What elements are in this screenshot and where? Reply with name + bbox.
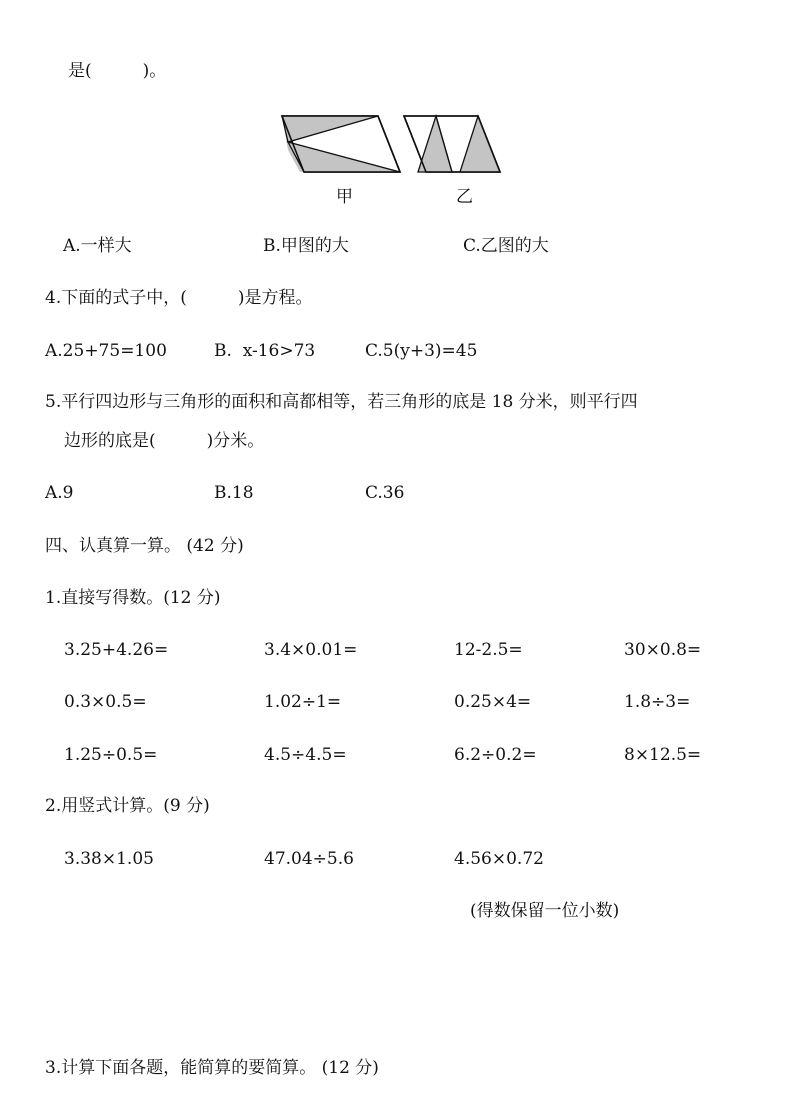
calc-item: 3.25+4.26=: [64, 640, 169, 660]
q4-option-b: B. x-16>73: [214, 341, 316, 361]
calc-item: 1.8÷3=: [624, 692, 691, 712]
parallelogram-jia: [282, 116, 400, 172]
part2-title: 2.用竖式计算。(9 分): [45, 796, 210, 816]
parallelogram-yi: [404, 116, 500, 172]
calc-item: 30×0.8=: [624, 640, 702, 660]
figure-label-jia: 甲: [336, 187, 353, 207]
calc-item: 0.3×0.5=: [64, 692, 147, 712]
calc-item: 4.5÷4.5=: [264, 745, 347, 765]
parallelogram-diagram: [278, 110, 508, 210]
figure-label-yi: 乙: [456, 187, 473, 207]
calc-item: 6.2÷0.2=: [454, 745, 537, 765]
section-title: 四、认真算一算。 (42 分): [45, 536, 244, 556]
option-c: C.乙图的大: [463, 236, 549, 256]
question-stem-end: 是( )。: [68, 61, 167, 81]
vertical-calc-item: 3.38×1.05: [64, 849, 154, 869]
part1-title: 1.直接写得数。(12 分): [45, 588, 221, 608]
q4-stem: 4.下面的式子中，( )是方程。: [45, 288, 313, 308]
q5-stem-line2: 边形的底是( )分米。: [64, 431, 265, 451]
q5-stem-line1: 5.平行四边形与三角形的面积和高都相等，若三角形的底是 18 分米，则平行四: [45, 392, 638, 412]
calc-item: 1.25÷0.5=: [64, 745, 158, 765]
calc-item: 12-2.5=: [454, 640, 523, 660]
vertical-calc-item: 4.56×0.72: [454, 849, 544, 869]
q5-option-c: C.36: [365, 483, 405, 503]
calc-item: 0.25×4=: [454, 692, 532, 712]
calc-item: 1.02÷1=: [264, 692, 342, 712]
calc-item: 3.4×0.01=: [264, 640, 358, 660]
option-a: A.一样大: [63, 236, 132, 256]
q4-option-a: A.25+75=100: [45, 341, 167, 361]
vertical-calc-item: 47.04÷5.6: [264, 849, 354, 869]
calc-item: 8×12.5=: [624, 745, 702, 765]
q4-option-c: C.5(y+3)=45: [365, 341, 478, 361]
q5-option-b: B.18: [214, 483, 254, 503]
option-b: B.甲图的大: [263, 236, 349, 256]
rounding-note: (得数保留一位小数): [470, 901, 620, 921]
q5-option-a: A.9: [45, 483, 74, 503]
parallelogram-figure: [278, 110, 508, 210]
part3-title: 3.计算下面各题，能简算的要简算。 (12 分): [45, 1058, 379, 1078]
